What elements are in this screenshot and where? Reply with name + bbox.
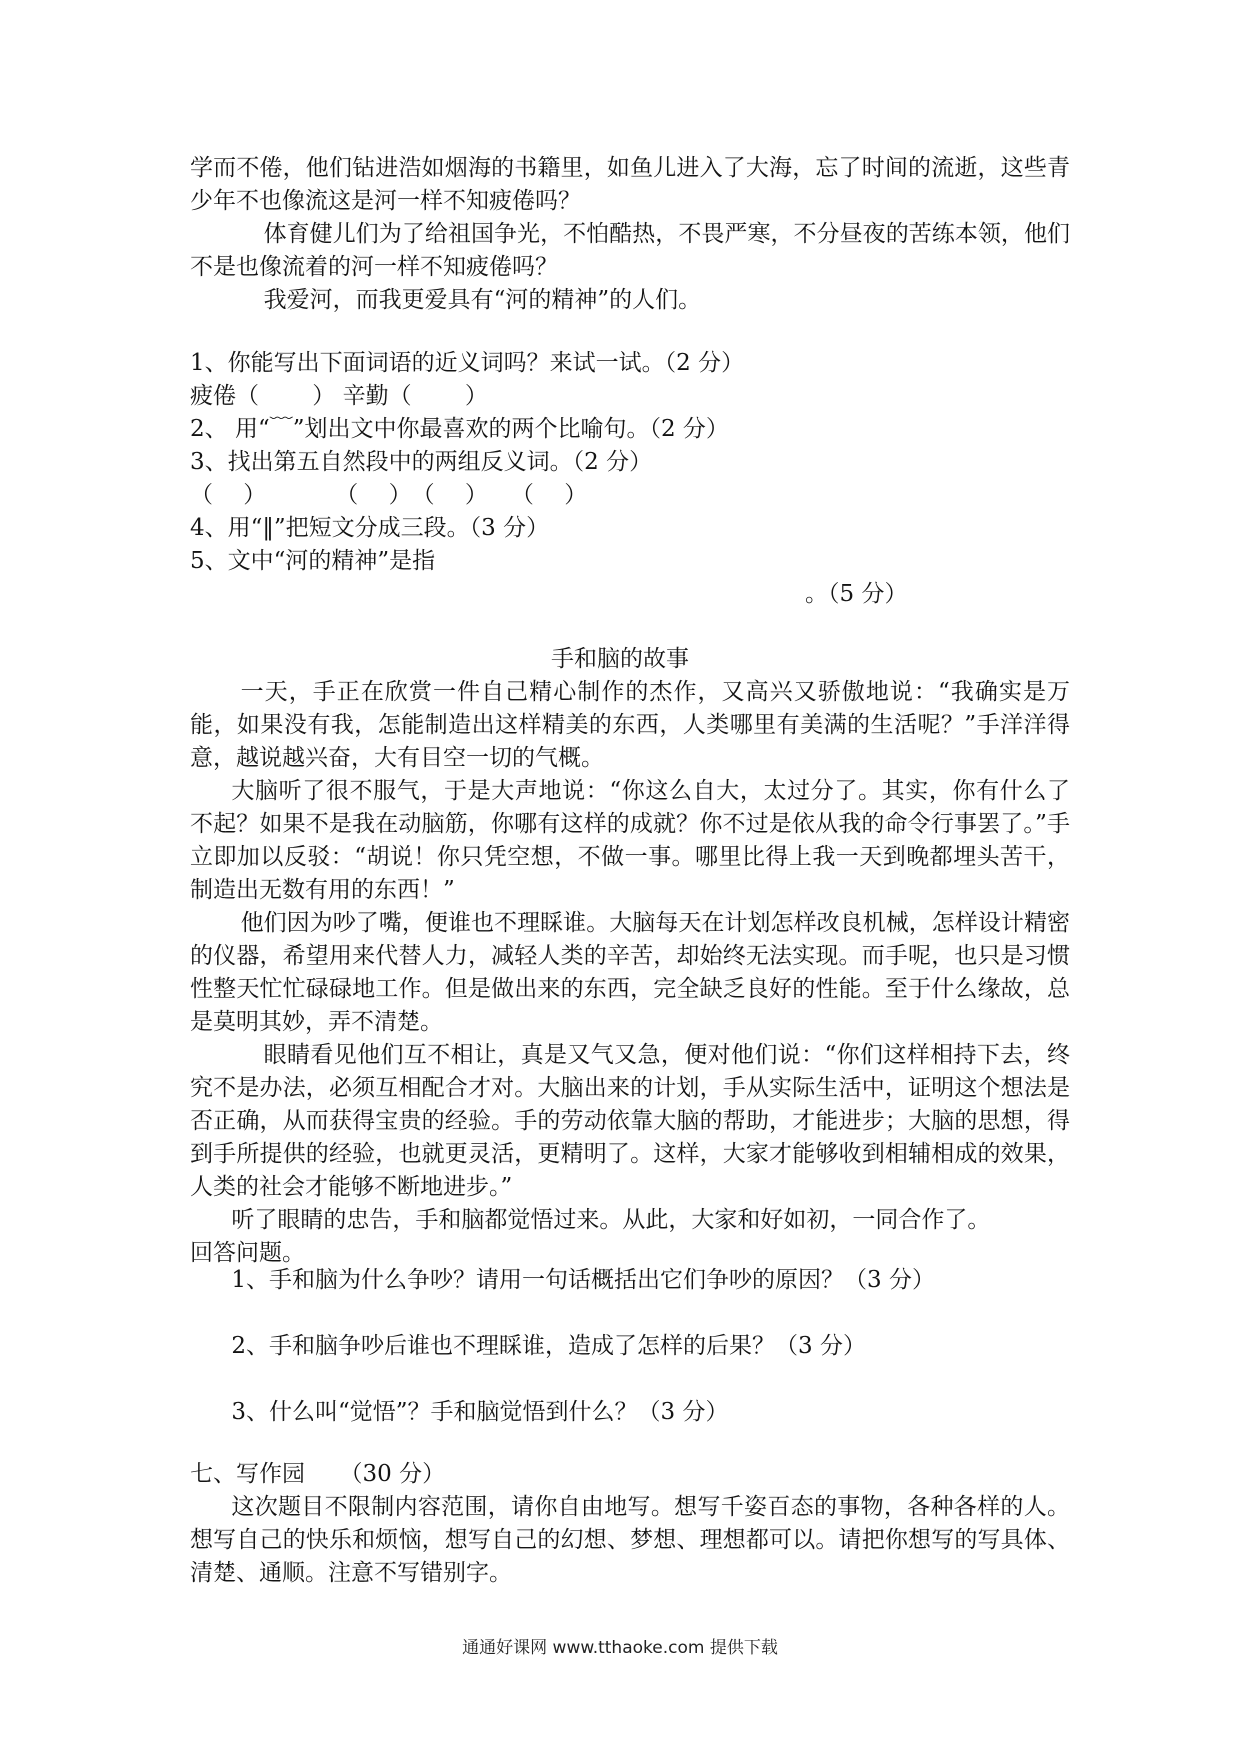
answer-prompt: 回答问题。 — [190, 1240, 305, 1266]
question-1: 1、你能写出下面词语的近义词吗？来试一试。（2 分） — [190, 350, 745, 376]
question-4: 4、用“‖”把短文分成三段。（3 分） — [190, 515, 550, 541]
passage-2-paragraph: 他们因为吵了嘴，便谁也不理睬谁。大脑每天在计划怎样改良机械，怎样设计精密的仪器，希望用来代替人力，减轻人类的辛苦，却始终无法实现。而手呢，也只是习惯性整天忙忙碌碌地工作。但是做出来的东西，完全缺乏良好的性能。至于什么缘故，总是莫明其妙，弄不清楚。 — [190, 910, 1070, 1035]
question-2: 2、 用“﹋”划出文中你最喜欢的两个比喻句。（2 分） — [190, 416, 729, 442]
passage-2-paragraph: 听了眼睛的忠告，手和脑都觉悟过来。从此，大家和好如初，一同合作了。 — [231, 1207, 991, 1233]
question-2: 2、手和脑争吵后谁也不理睬谁，造成了怎样的后果？（3 分） — [231, 1333, 866, 1359]
passage-1-paragraph: 体育健儿们为了给祖国争光，不怕酷热，不畏严寒，不分昼夜的苦练本领，他们不是也像流着的河一样不知疲倦吗？ — [190, 221, 1070, 280]
passage-2-paragraph: 一天，手正在欣赏一件自己精心制作的杰作，又高兴又骄傲地说：“我确实是万能，如果没有我，怎能制造出这样精美的东西，人类哪里有美满的生活呢？”手洋洋得意，越说越兴奋，大有目空一切的气概。 — [190, 679, 1070, 771]
passage-2 — [190, 676, 1070, 1270]
footer-source: 通通好课网 www.tthaoke.com 提供下载 — [462, 1638, 778, 1658]
passage-2-paragraph: 眼睛看见他们互不相让，真是又气又急，便对他们说：“你们这样相持下去，终究不是办法，必须互相配合才对。大脑出来的计划，手从实际生活中，证明这个想法是否正确，从而获得宝贵的经验。手的劳动依靠大脑的帮助，才能进步；大脑的思想，得到手所提供的经验，也就更灵活，更精明了。这样，大家才能够收到相辅相成的效果，人类的社会才能够不断地进步。” — [190, 1042, 1070, 1200]
passage-1-paragraph: 学而不倦，他们钻进浩如烟海的书籍里，如鱼儿进入了大海，忘了时间的流逝，这些青少年不也像流这是河一样不知疲倦吗？ — [190, 155, 1070, 214]
writing-instructions: 这次题目不限制内容范围，请你自由地写。想写千姿百态的事物，各种各样的人。想写自己的快乐和烦恼，想写自己的幻想、梦想、理想都可以。请把你想写的写具体、清楚、通顺。注意不写错别字。 — [190, 1494, 1070, 1586]
questions-2 — [190, 1264, 1070, 1429]
question-3-blanks: （ ） （ ） （ ） （ ） — [190, 482, 588, 508]
question-5: 5、文中“河的精神”是指 — [190, 548, 436, 574]
passage-1 — [190, 152, 1070, 317]
passage-2-paragraph: 大脑听了很不服气，于是大声地说：“你这么自大，太过分了。其实，你有什么了不起？如果不是我在动脑筋，你哪有这样的成就？你不过是依从我的命令行事罢了。”手立即加以反驳：“胡说！你只凭空想，不做一事。哪里比得上我一天到晚都埋头苦干，制造出无数有用的东西！” — [190, 778, 1070, 903]
question-3: 3、什么叫“觉悟”？手和脑觉悟到什么？（3 分） — [231, 1399, 729, 1425]
question-5-score: 。（5 分） — [805, 581, 908, 607]
question-1-blanks: 疲倦（ ） 辛勤（ ） — [190, 383, 488, 409]
writing-heading: 七、写作园 （30 分） — [190, 1461, 446, 1487]
passage-2-title: 手和脑的故事 — [551, 646, 689, 672]
writing-section — [190, 1458, 1070, 1590]
questions-1 — [190, 347, 1070, 611]
question-1: 1、手和脑为什么争吵？请用一句话概括出它们争吵的原因？（3 分） — [231, 1267, 935, 1293]
passage-1-paragraph: 我爱河，而我更爱具有“河的精神”的人们。 — [263, 287, 702, 313]
question-3: 3、找出第五自然段中的两组反义词。（2 分） — [190, 449, 653, 475]
